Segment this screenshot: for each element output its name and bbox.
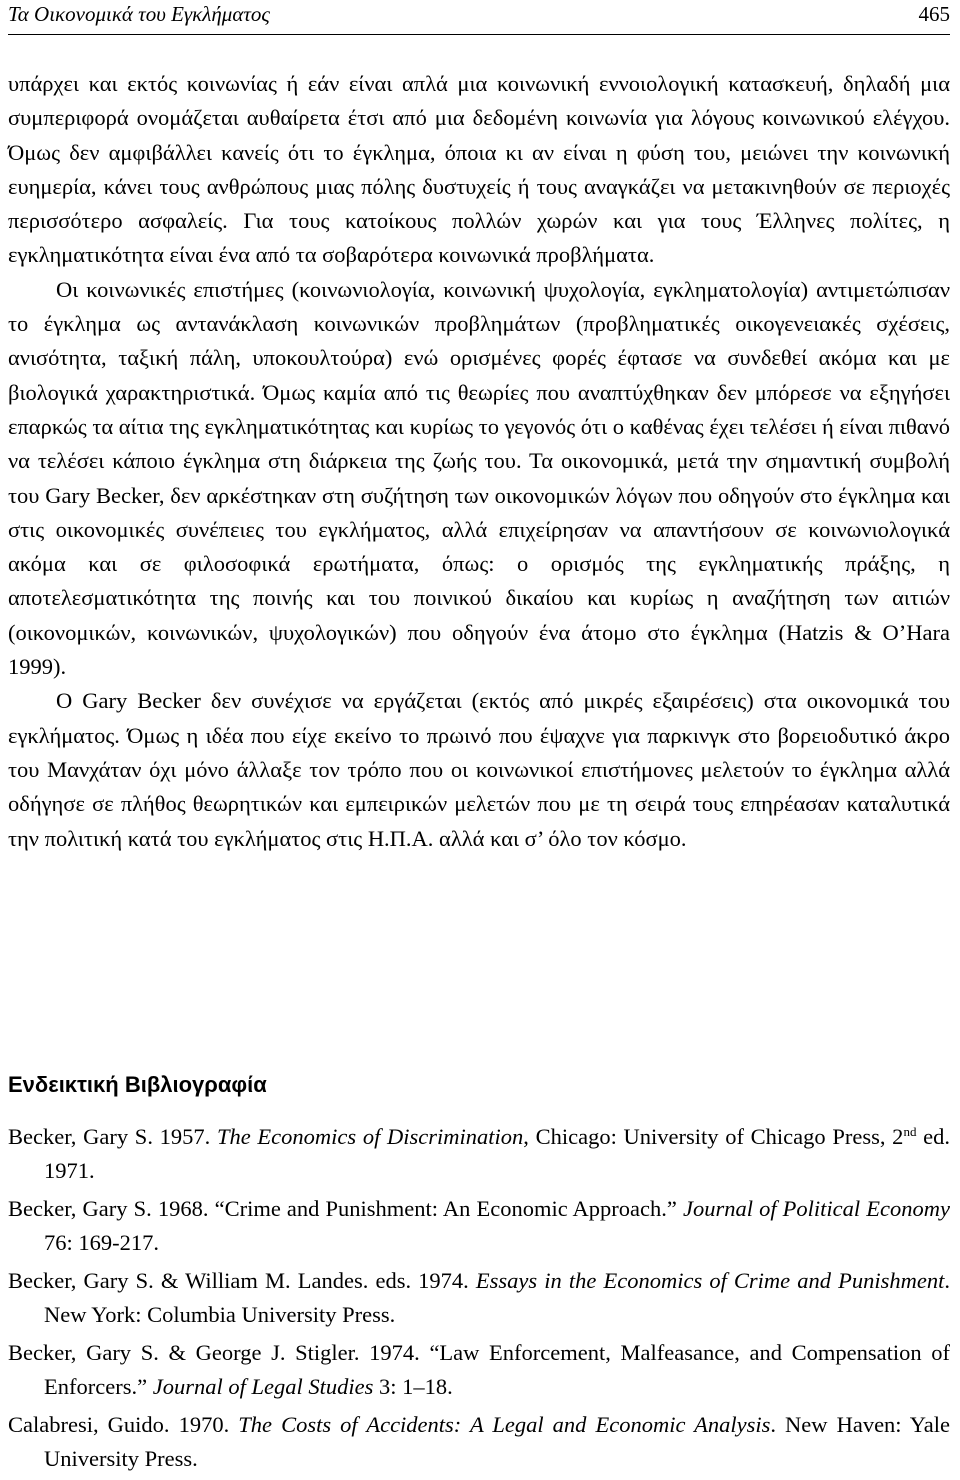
page-number: 465 (918, 2, 950, 26)
ref-superscript: nd (903, 1124, 917, 1139)
body-text (8, 67, 950, 856)
paragraph-2: Οι κοινωνικές επιστήμες (κοινωνιολογία, κοινωνική ψυχολογία, εγκληματολογία) αντιμετώπισαν το έγκλημα ως αντανάκλαση κοινωνικών προβλημάτων (προβληματικές οικογενειακές σχέσεις, ανισότητα, ταξική πάλη, υποκουλτούρα) ενώ ορισμένες φορές έφτασε να συνδεθεί ακόμα και με βιολογικά χαρακτηριστικά. Όμως καμία από τις θεωρίες που αναπτύχθηκαν δεν μπόρεσε να εξηγήσει επαρκώς τα αίτια της εγκληματικότητας και κυρίως το γεγονός ότι ο καθένας έχει τελέσει ή είναι πιθανό να τελέσει κάποιο έγκλημα στη διάρκεια της ζωής του. Τα οικονομικά, μετά την σημαντική συμβολή του Gary Becker, δεν αρκέστηκαν στη συζήτηση των οικονομικών λόγων που οδηγούν στο έγκλημα και στις οικονομικές συνέπειες του εγκλήματος, αλλά επιχείρησαν να απαντήσουν σε κοινωνιολογικά ακόμα και σε φιλοσοφικά ερωτήματα, όπως: ο ορισμός της εγκληματικής πράξης, η αποτελεσματικότητα της ποινής και του ποινικού δικαίου και κυρίως η αναζήτηση των αιτιών (οικονομικών, κοινωνικών, ψυχολογικών) που οδηγούν ένα άτομο στο έγκλημα (Hatzis & O’Hara 1999). (8, 276, 950, 680)
ref-title: The Economics of Discrimination (216, 1124, 524, 1149)
ref-details: . New Haven: Yale University Press. (44, 1412, 950, 1471)
paragraph-3: Ο Gary Becker δεν συνέχισε να εργάζεται (εκτός από μικρές εξαιρέσεις) στα οικονομικά του εγκλήματος. Όμως η ιδέα που είχε εκείνο το πρωινό που έψαχνε για παρκινγκ στο βορειοδυτικό άκρο του Μανχάταν όχι μόνο άλλαξε τον τρόπο που οι κοινωνικοί επιστήμονες μελετούν το έγκλημα αλλά οδήγησε σε πλήθος θεωρητικών και εμπειρικών μελετών που με τη σειρά τους επηρέασαν καταλυτικά την πολιτική κατά του εγκλήματος στις Η.Π.Α. αλλά και σ’ όλο τον κόσμο. (8, 688, 950, 851)
ref-details: ed. 1971. (44, 1124, 950, 1183)
ref-details: 3: 1–18. (373, 1374, 453, 1399)
ref-title: Journal of Legal Studies (152, 1374, 374, 1399)
ref-authors: Becker, Gary S. & William M. Landes. eds. 1974. (8, 1268, 476, 1293)
reference-item (8, 1408, 950, 1476)
running-title: Τα Οικονομικά του Εγκλήματος (8, 2, 270, 26)
running-header (8, 0, 950, 35)
ref-title: Journal of Political Economy (682, 1196, 950, 1221)
ref-details: , Chicago: University of Chicago Press, 2 (523, 1124, 904, 1149)
reference-item (8, 1336, 950, 1404)
ref-details: 76: 169-217. (44, 1230, 159, 1255)
ref-authors: Becker, Gary S. 1968. “Crime and Punishment: An Economic Approach.” (8, 1196, 683, 1221)
reference-list (8, 1120, 950, 1480)
ref-authors: Becker, Gary S. 1957. (8, 1124, 217, 1149)
ref-authors: Calabresi, Guido. 1970. (8, 1412, 239, 1437)
paragraph-1: υπάρχει και εκτός κοινωνίας ή εάν είναι απλά μια κοινωνική εννοιολογική κατασκευή, δηλαδή μια συμπεριφορά ονομάζεται αυθαίρετα έτσι από μια δεδομένη κοινωνία για λόγους κοινωνικού ελέγχου. Όμως δεν αμφιβάλλει κανείς ότι το έγκλημα, όποια κι αν είναι η φύση του, μειώνει την κοινωνική ευημερία, κάνει τους ανθρώπους μιας πόλης δυστυχείς ή τους αναγκάζει να μετακινηθούν σε περιοχές περισσότερο ασφαλείς. Για τους κατοίκους πολλών χωρών και για τους Έλληνες πολίτες, η εγκληματικότητα είναι ένα από τα σοβαρότερα κοινωνικά προβλήματα. (8, 71, 950, 268)
ref-details: . New York: Columbia University Press. (44, 1268, 950, 1327)
reference-item (8, 1264, 950, 1332)
reference-item (8, 1120, 950, 1188)
reference-item (8, 1192, 950, 1260)
ref-title: Essays in the Economics of Crime and Punishment (475, 1268, 945, 1293)
ref-authors: Becker, Gary S. & George J. Stigler. 1974. “Law Enforcement, Malfeasance, and Compensation of Enforcers.” (8, 1340, 950, 1399)
bibliography-heading: Ενδεικτική Βιβλιογραφία (8, 1072, 267, 1097)
ref-title: The Costs of Accidents: A Legal and Economic Analysis (238, 1412, 771, 1437)
